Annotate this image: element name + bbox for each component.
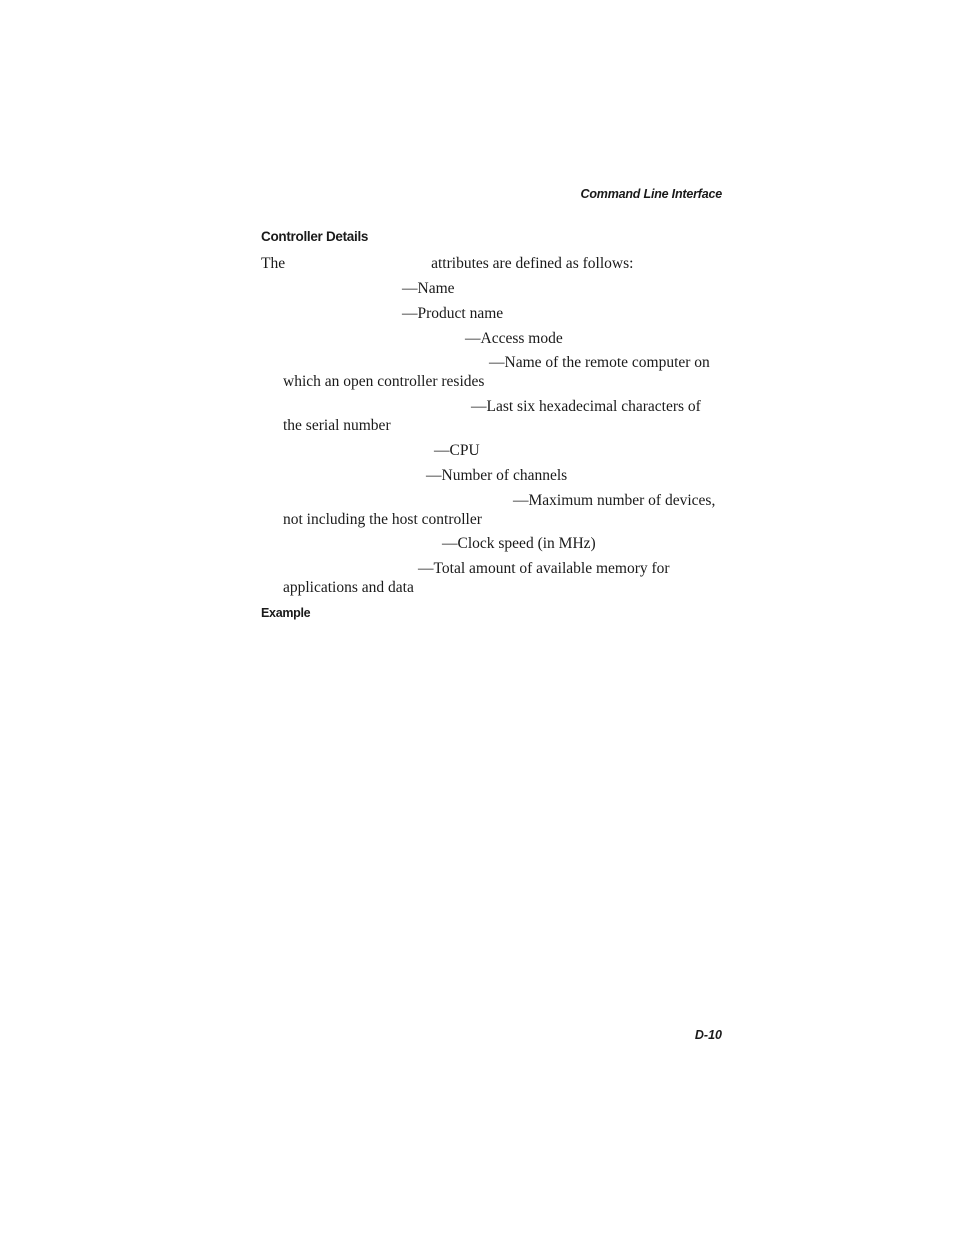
attribute-description: —Total amount of available memory for applications and data bbox=[283, 560, 670, 596]
attribute-item bbox=[283, 466, 723, 485]
attribute-description: —Clock speed (in MHz) bbox=[442, 535, 596, 552]
attribute-item bbox=[283, 491, 723, 529]
attribute-description: —Name bbox=[402, 280, 455, 297]
running-header: Command Line Interface bbox=[580, 187, 722, 201]
intro-paragraph bbox=[261, 254, 731, 273]
attribute-item bbox=[283, 559, 723, 597]
attribute-description: —Maximum number of devices, not including the host controller bbox=[283, 492, 716, 528]
attribute-description: —Number of channels bbox=[426, 467, 568, 484]
attribute-description: —Name of the remote computer on which an open controller resides bbox=[283, 354, 710, 390]
attribute-description: —CPU bbox=[434, 442, 480, 459]
attribute-item bbox=[283, 534, 723, 553]
example-heading: Example bbox=[261, 606, 311, 620]
attribute-item bbox=[283, 353, 723, 391]
page-number: D-10 bbox=[694, 1028, 722, 1042]
attribute-description: —Last six hexadecimal characters of the serial number bbox=[283, 398, 701, 434]
section-heading: Controller Details bbox=[261, 229, 369, 244]
attribute-description: —Product name bbox=[402, 305, 504, 322]
attribute-item bbox=[283, 397, 723, 435]
attribute-description: —Access mode bbox=[465, 330, 563, 347]
intro-lead: The bbox=[261, 255, 286, 272]
attribute-item bbox=[283, 279, 723, 298]
attribute-item bbox=[283, 304, 723, 323]
attribute-item bbox=[283, 329, 723, 348]
attribute-item bbox=[283, 441, 723, 460]
intro-rest: attributes are defined as follows: bbox=[431, 255, 634, 272]
